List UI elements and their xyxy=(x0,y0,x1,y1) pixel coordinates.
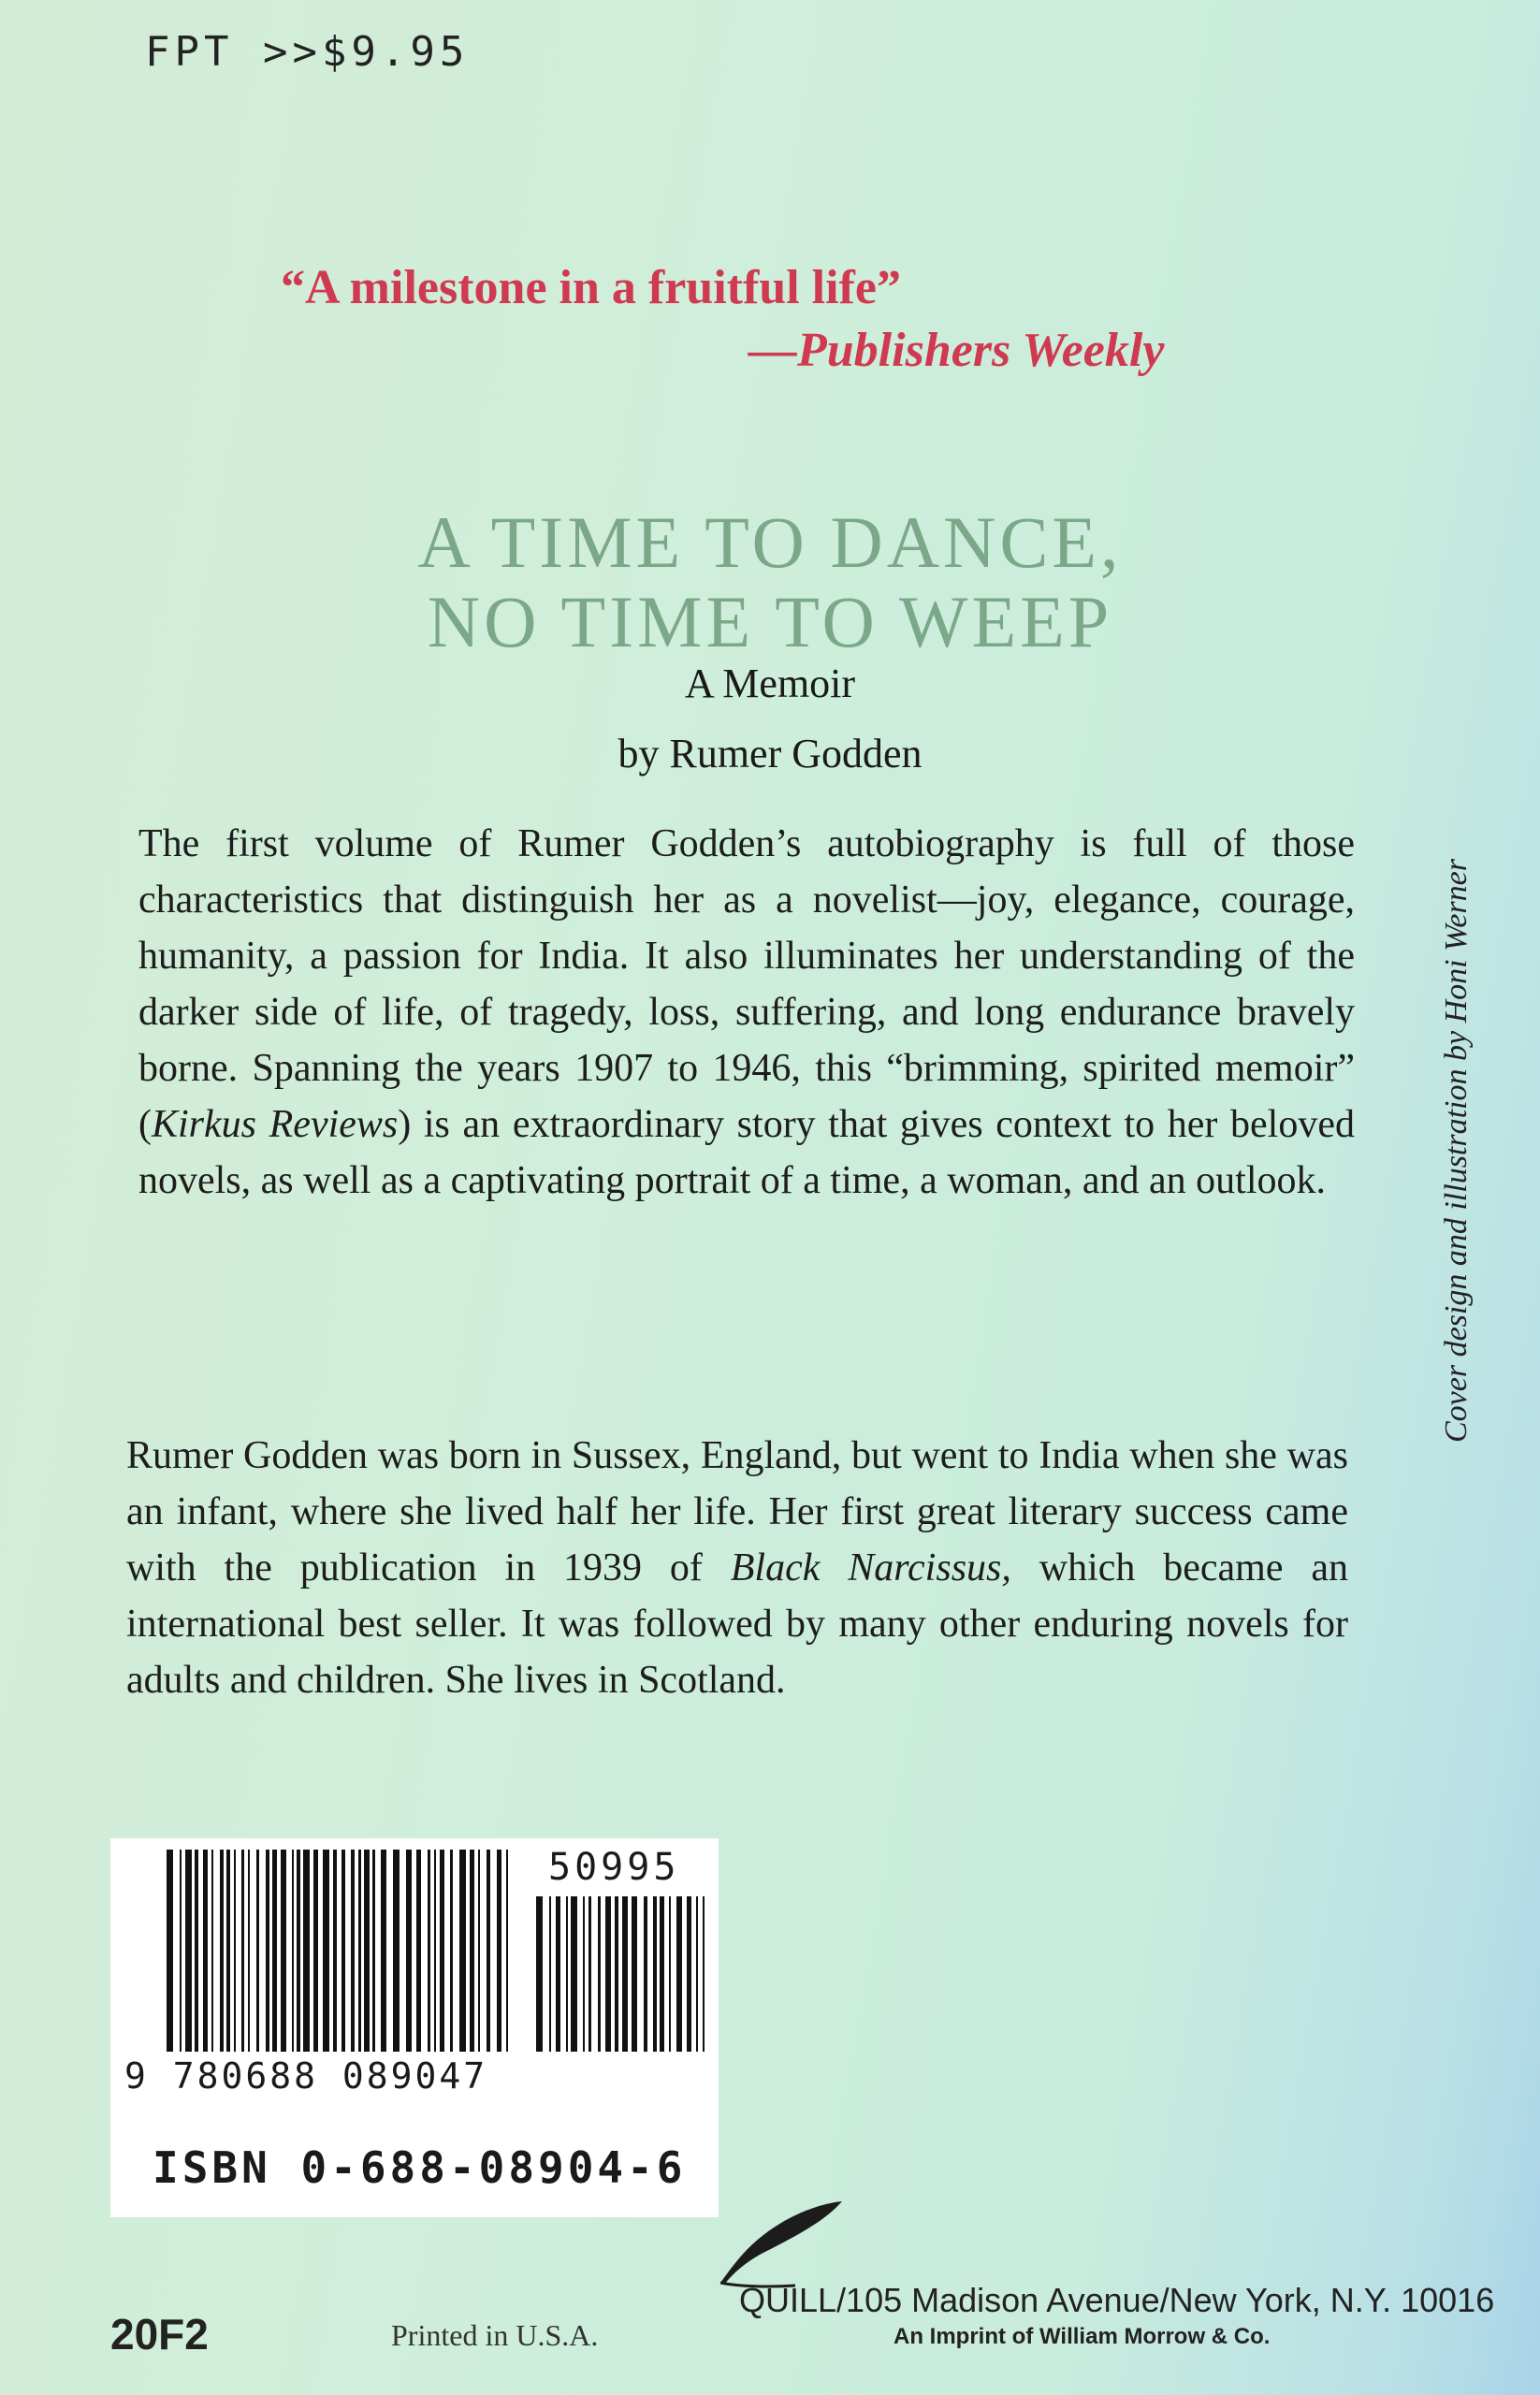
book-title-line-1: A TIME TO DANCE, xyxy=(417,501,1123,583)
barcode-ean-digits: 9 780688 089047 xyxy=(124,2055,488,2097)
publisher-address: QUILL/105 Madison Avenue/New York, N.Y. 10016 xyxy=(739,2281,1495,2319)
bio-text-1: Rumer Godden was born in Sussex, England, but went to India when she was an infant, where she lived half her life. Her first great literary success came with the publication in 1939 of xyxy=(126,1434,1348,1589)
isbn-number: ISBN 0-688-08904-6 xyxy=(153,2142,687,2193)
author-bio xyxy=(126,1428,1348,1708)
quill-feather-icon xyxy=(711,2197,851,2290)
cover-credit: Cover design and illustration by Honi Werner xyxy=(1439,859,1474,1443)
barcode-addon-digits: 50995 xyxy=(548,1846,680,1889)
print-code: 20F2 xyxy=(110,2310,209,2359)
book-title-line-2: NO TIME TO WEEP xyxy=(427,581,1113,662)
bio-italic-title: Black Narcissus, xyxy=(730,1546,1011,1589)
barcode-label xyxy=(110,1838,719,2217)
description-italic-source: Kirkus Reviews xyxy=(152,1103,399,1146)
book-description xyxy=(138,816,1355,1209)
printed-in-label: Printed in U.S.A. xyxy=(391,2318,599,2352)
description-text-2: ) is an extraordinary story that gives context to her beloved novels, as well as a captivating portrait of a time, a woman, and an outlook. xyxy=(138,1103,1355,1202)
review-quote: “A milestone in a fruitful life” xyxy=(281,261,901,314)
price-sticker: FPT >>$9.95 xyxy=(145,28,470,76)
book-subtitle: A Memoir xyxy=(684,660,856,706)
publisher-imprint: An Imprint of William Morrow & Co. xyxy=(893,2324,1271,2349)
bio-text-2: which became an international best seller. It was followed by many other enduring novels for adults and children. She lives in Scotland. xyxy=(126,1546,1348,1702)
author-byline: by Rumer Godden xyxy=(617,731,923,777)
description-text-1: The first volume of Rumer Godden’s autobiography is full of those characteristics that distinguish her as a novelist—joy, elegance, courage, humanity, a passion for India. It also illuminates her understanding of the darker side of life, of tragedy, loss, suffering, and long endurance bravely borne. Spanning the years 1907 to 1946, this “brimming, spirited memoir” ( xyxy=(138,822,1355,1146)
review-source: —Publishers Weekly xyxy=(748,324,1165,377)
